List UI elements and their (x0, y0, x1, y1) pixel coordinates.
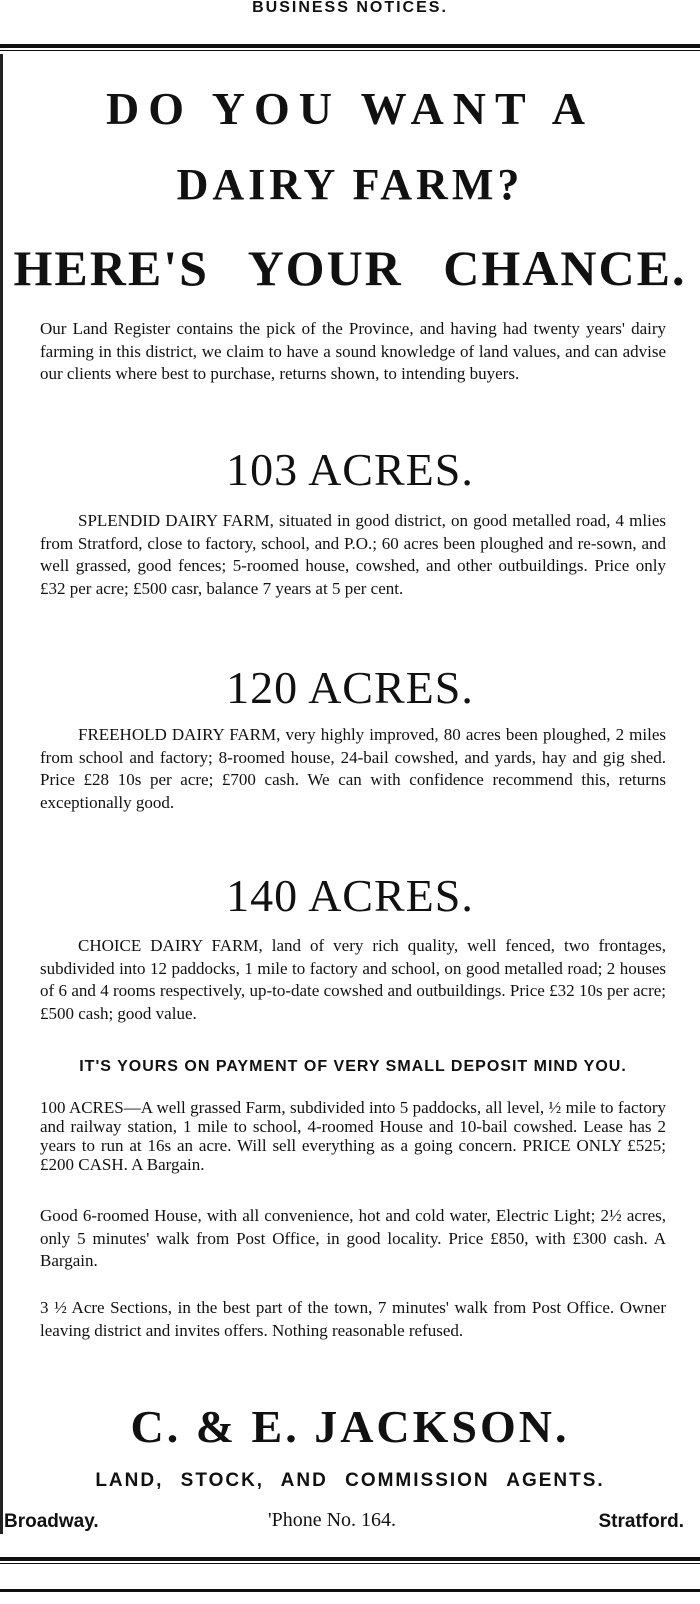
listing-body-103: SPLENDID DAIRY FARM, situated in good district, on good metalled road, 4 mlies from Stratford, close to factory, school, and P.O.; 60 acres been ploughed and re-sown, and well grassed, good fences; 5-roomed house, cowshed, and other outbuildings. Price only £32 per acre; £500 casr, balance 7 years at 5 per cent. (40, 511, 666, 598)
firm-name: C. & E. JACKSON. (130, 1401, 570, 1452)
small-listing-100-acres: 100 ACRES—A well grassed Farm, subdivided into 5 paddocks, all level, ½ mile to factory and railway station, 1 mile to school, 4-roomed House and 10-bail cowshed. Lease has 2 years to run at 16s an acre. Will sell everything as a going concern. PRICE ONLY £525; £200 CASH. A Bargain. (40, 1098, 666, 1174)
headline-line-3: HERE'S YOUR CHANCE. (13, 240, 687, 296)
listing-heading-103: 103 ACRES. (226, 444, 474, 495)
intro-paragraph: Our Land Register contains the pick of the Province, and having had twenty years' dairy farming in this district, we claim to have a sound knowledge of land values, and can advise our clients where best to purchase, returns shown, to intending buyers. (40, 319, 666, 383)
headline-line-1: DO YOU WANT A (105, 83, 595, 134)
bottom-rule-thin (0, 1563, 700, 1564)
running-head: BUSINESS NOTICES. (252, 0, 448, 16)
listing-body-120: FREEHOLD DAIRY FARM, very highly improved, 80 acres been ploughed, 2 miles from school and factory; 8-roomed house, 24-bail cowshed, and yards, hay and gig shed. Price £28 10s per acre; £700 cash. We can with confidence recommend this, returns exceptionally good. (40, 725, 666, 812)
firm-town: Stratford. (598, 1511, 684, 1532)
top-rule (0, 44, 700, 48)
listing-heading-120: 120 ACRES. (226, 662, 474, 713)
headline-line-2: DAIRY FARM? (176, 160, 524, 209)
bottom-rule-lower (0, 1589, 700, 1592)
firm-street: Broadway. (4, 1511, 99, 1532)
top-rule-thin (0, 50, 700, 51)
small-listing-house: Good 6-roomed House, with all convenience, hot and cold water, Electric Light; 2½ acres, only 5 minutes' walk from Post Office, in good locality. Price £850, with £300 cash. A Bargain. (40, 1206, 666, 1270)
firm-tagline: LAND, STOCK, AND COMMISSION AGENTS. (95, 1470, 605, 1491)
listing-heading-140: 140 ACRES. (226, 870, 474, 921)
deposit-heading: IT'S YOURS ON PAYMENT OF VERY SMALL DEPOSIT MIND YOU. (79, 1058, 627, 1075)
firm-phone: 'Phone No. 164. (268, 1509, 397, 1531)
small-listing-sections: 3 ½ Acre Sections, in the best part of the town, 7 minutes' walk from Post Office. Owner leaving district and invites offers. Nothing reasonable refused. (40, 1298, 666, 1340)
bottom-rule (0, 1557, 700, 1561)
listing-body-140: CHOICE DAIRY FARM, land of very rich quality, well fenced, two frontages, subdivided into 12 paddocks, 1 mile to factory and school, on good metalled road; 2 houses of 6 and 4 rooms respectively, up-to-date cowshed and outbuildings. Price £32 10s per acre; £500 cash; good value. (40, 936, 666, 1023)
